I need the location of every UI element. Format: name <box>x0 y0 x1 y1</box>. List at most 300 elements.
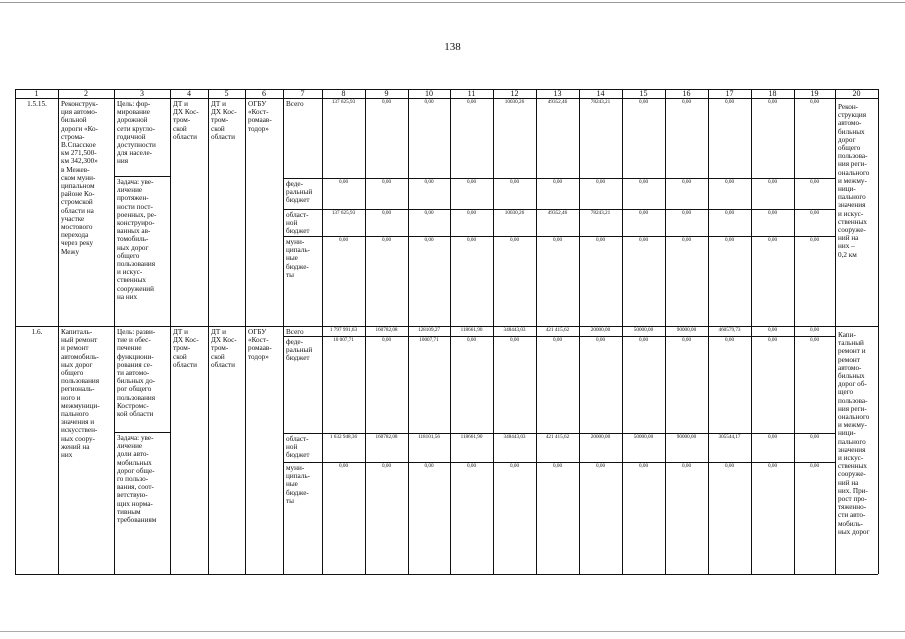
expected-result-line: сооруже- <box>838 226 866 235</box>
funding-value: 0,00 <box>424 179 434 185</box>
measure-name-line: ском муни- <box>61 173 96 182</box>
funding-value: 0,00 <box>724 179 735 185</box>
funding-value: 0,00 <box>767 179 778 185</box>
funding-value: 20000,00 <box>590 327 611 333</box>
executor-responsible <box>173 100 206 141</box>
funding-value: 421 415,62 <box>545 327 570 333</box>
measure-name-line: автомобиль- <box>61 352 99 361</box>
measure-name-line: км 342,300» <box>61 157 98 166</box>
column-number-4: 4 <box>187 89 191 98</box>
funding-value: 118661,90 <box>460 434 483 440</box>
funding-value: 421 415,62 <box>545 434 570 440</box>
expected-result-line: значения <box>838 445 866 454</box>
measure-goal-line: годичной <box>117 132 146 141</box>
expected-result-line: рост про- <box>838 495 867 504</box>
funding-value: 10030,26 <box>504 210 525 216</box>
expected-result-line: ния реги- <box>838 160 867 169</box>
measure-task-line: го пользо- <box>117 475 149 484</box>
expected-result-line: мобиль- <box>838 519 863 528</box>
measure-task-line: конструиро- <box>117 219 155 228</box>
executor-responsible-line: ской <box>173 352 187 361</box>
funding-source-label <box>286 435 320 460</box>
funding-value: 128109,27 <box>417 327 441 333</box>
measure-name-line: пального <box>61 410 89 419</box>
measure-name-line: Межу <box>61 247 80 256</box>
measure-name-line: ных дорог <box>61 360 93 369</box>
funding-source-label-line: ные <box>286 254 298 263</box>
measure-task-line: ванных ав- <box>117 227 151 236</box>
funding-value: 0,00 <box>638 99 649 105</box>
funding-value: 0,00 <box>638 210 649 216</box>
measure-name-line: в Межев- <box>61 165 90 174</box>
funding-value: 50000,00 <box>633 434 654 440</box>
funding-value: 0,00 <box>595 179 606 185</box>
funding-value: 49352,46 <box>547 210 568 216</box>
funding-source-label-line: муни- <box>286 464 305 472</box>
measure-name-line: через реку <box>61 239 94 248</box>
expected-result-line: тальный <box>838 339 864 348</box>
measure-goal-line: бильных до- <box>117 377 156 386</box>
column-number-13: 13 <box>553 89 562 98</box>
measure-task-line: пользования <box>117 260 156 269</box>
funding-source-label-line: бюджет <box>286 227 310 236</box>
expected-result-line: общего <box>838 144 861 153</box>
funding-value: 348443,03 <box>503 327 526 333</box>
column-number-20: 20 <box>852 89 861 98</box>
executor-responsible-line: области <box>173 132 198 141</box>
funding-source-label-line: ципаль- <box>286 246 311 255</box>
expected-result-line: Капи- <box>838 331 856 339</box>
column-number-11: 11 <box>467 89 476 98</box>
funding-source-label <box>286 464 320 505</box>
expected-result-line: дорог об- <box>838 380 867 389</box>
executor-participant-line: «Кост- <box>248 336 269 345</box>
funding-value: 0,00 <box>595 337 606 343</box>
expected-result-line: бильных <box>838 127 865 136</box>
column-border-19 <box>835 89 836 574</box>
column-number-18: 18 <box>768 89 777 98</box>
measure-task-line: ственных <box>117 276 146 285</box>
expected-result-line: ных дорог <box>838 527 870 536</box>
measure-goal <box>117 100 168 166</box>
executor-participant-line: ромаав- <box>248 116 272 125</box>
executor-coexecutor-line: ской <box>211 124 225 133</box>
funding-source-label-line: бюдже- <box>286 262 309 271</box>
column-border-6 <box>283 89 284 574</box>
executor-coexecutor-line: ДХ Кос- <box>211 336 237 345</box>
column-number-10: 10 <box>425 89 433 98</box>
funding-value: 348443,03 <box>503 434 526 440</box>
measure-task-line: щих норма- <box>117 499 153 508</box>
funding-source-label-line: област- <box>286 211 309 219</box>
executor-coexecutor-line: ской <box>211 352 225 361</box>
expected-result-line: значения <box>838 201 866 210</box>
expected-result-line: щего <box>838 388 854 397</box>
measure-name-line: км 271,500- <box>61 149 97 158</box>
column-number-17: 17 <box>725 89 734 98</box>
expected-result <box>838 331 876 536</box>
measure-name-line: области на <box>61 206 94 215</box>
column-number-19: 19 <box>810 89 819 98</box>
column-number-3: 3 <box>140 89 144 98</box>
funding-source-label-line: ральный <box>286 188 313 197</box>
measure-name-line: жений на <box>61 442 90 451</box>
funding-source-label-line: ципаль- <box>286 472 311 481</box>
funding-value: 0,00 <box>552 463 563 469</box>
funding-value: 0,00 <box>509 463 520 469</box>
funding-value: 0,00 <box>724 337 735 343</box>
expected-result-line: ремонт и <box>838 347 866 356</box>
column-border-2 <box>114 89 115 574</box>
funding-value: 305544,17 <box>718 434 741 440</box>
executor-responsible <box>173 328 206 369</box>
executor-coexecutor-line: области <box>211 132 236 141</box>
funding-value: 78243,21 <box>590 210 611 216</box>
measure-task-line: роенных, ре- <box>117 210 157 219</box>
column-border-20 <box>878 89 879 574</box>
funding-value: 0,00 <box>767 327 778 333</box>
funding-value: 0,00 <box>424 99 434 105</box>
row-number: 1.5.15. <box>27 100 47 108</box>
measure-goal-line: Цель: разви- <box>117 328 156 336</box>
measure-task <box>117 178 168 301</box>
funding-value: 137 625,93 <box>331 99 356 105</box>
measure-name-line: ного и <box>61 393 81 402</box>
funding-value: 0,00 <box>381 463 392 469</box>
expected-result-line: бильных <box>838 372 865 381</box>
funding-value: 0,00 <box>509 237 520 243</box>
executor-responsible-line: тром- <box>173 344 191 353</box>
funding-value: 50000,00 <box>633 327 654 333</box>
expected-result-line: онального <box>838 413 870 422</box>
measure-goal-line: мирование <box>117 108 150 117</box>
measure-name-line: ных соору- <box>61 434 95 443</box>
funding-value: 90000,00 <box>676 327 697 333</box>
expected-result-line: ственных <box>838 217 867 226</box>
measure-goal-line: для населе- <box>117 149 153 158</box>
measure-goal <box>117 328 168 418</box>
measure-name-line: мостового <box>61 223 93 232</box>
expected-result-line: них. При- <box>838 486 868 495</box>
executor-coexecutor-line: ДТ и <box>211 328 226 336</box>
measure-task-line: протяжен- <box>117 194 149 203</box>
funding-value: 0,00 <box>767 210 778 216</box>
column-number-12: 12 <box>510 89 519 98</box>
funding-value: 0,00 <box>767 337 778 343</box>
executor-responsible-line: ДТ и <box>173 100 188 108</box>
funding-value: 0,00 <box>809 210 820 216</box>
executor-participant <box>248 328 281 361</box>
executor-participant-line: ОГБУ <box>248 100 267 108</box>
executor-participant-line: тодор» <box>248 124 269 133</box>
funding-value: 0,00 <box>595 237 606 243</box>
measure-task-line: сооружений <box>117 284 154 293</box>
funding-value: 0,00 <box>552 337 563 343</box>
measure-name-line: пользования <box>61 377 100 386</box>
funding-value: 0,00 <box>809 99 820 105</box>
executor-participant-line: тодор» <box>248 352 269 361</box>
funding-value: 0,00 <box>381 337 392 343</box>
measure-task-line: требованиям <box>117 516 157 525</box>
funding-value: 49352,46 <box>547 99 568 105</box>
column-border-1 <box>58 89 59 574</box>
funding-value: 118101,56 <box>418 434 440 440</box>
measure-goal-line: ния <box>117 157 128 166</box>
funding-value: 0,00 <box>595 463 606 469</box>
column-number-5: 5 <box>224 89 229 98</box>
measure-task-line: Задача: уве- <box>117 434 154 442</box>
measure-goal-line: кой области <box>117 410 154 419</box>
measure-goal-line: ти автомо- <box>117 369 150 378</box>
funding-value: 0,00 <box>767 237 778 243</box>
measure-task-line: ных дорог <box>117 243 149 252</box>
executor-responsible-line: ДТ и <box>173 328 188 336</box>
measure-task-line: томобиль- <box>117 235 149 244</box>
expected-result-line: ния реги- <box>838 404 867 413</box>
funding-source-label-line: бюджет <box>286 354 310 363</box>
measure-goal-line: дорожной <box>117 116 148 125</box>
column-number-2: 2 <box>84 89 88 98</box>
funding-value: 0,00 <box>424 210 434 216</box>
funding-value: 0,00 <box>381 179 392 185</box>
measure-name-line: стромской <box>61 198 93 207</box>
funding-source-label-line: област- <box>286 435 309 443</box>
funding-value: 0,00 <box>338 237 349 243</box>
funding-source-label <box>286 211 320 236</box>
column-number-9: 9 <box>384 89 389 98</box>
funding-value: 0,00 <box>638 463 649 469</box>
funding-source-label-line: Всего <box>286 100 304 108</box>
funding-value: 0,00 <box>424 237 434 243</box>
expected-result-line: ници- <box>838 185 856 194</box>
funding-source-label-line: муни- <box>286 238 305 246</box>
measure-task-line: тивным <box>117 507 141 516</box>
measure-name <box>61 100 112 256</box>
funding-value: 0,00 <box>681 237 692 243</box>
funding-value: 0,00 <box>552 237 563 243</box>
measure-task-line: ности пост- <box>117 202 153 211</box>
measure-name-line: общего <box>61 369 84 378</box>
measure-name-line: искусствен- <box>61 426 98 435</box>
funding-value: 0,00 <box>809 463 820 469</box>
funding-source-label-line: ной <box>286 219 298 228</box>
funding-value: 0,00 <box>724 237 735 243</box>
funding-value: 0,00 <box>767 434 778 440</box>
measure-goal-line: рог общего <box>117 385 152 394</box>
executor-responsible-line: ской <box>173 124 187 133</box>
measure-task-line: общего <box>117 251 140 260</box>
measure-name-line: бильной <box>61 116 87 125</box>
measure-goal-line: рования се- <box>117 360 153 369</box>
measure-task-line: дорог обще- <box>117 466 155 475</box>
funding-value: 0,00 <box>681 463 692 469</box>
measure-goal-line: Костромс- <box>117 401 149 410</box>
funding-value: 0,00 <box>767 463 778 469</box>
measure-task-line: и искус- <box>117 268 143 277</box>
measure-goal-line: доступности <box>117 141 156 150</box>
funding-value: 0,00 <box>381 237 392 243</box>
measure-goal-line: тие и обес- <box>117 336 151 345</box>
expected-result-line: 0,2 км <box>838 250 857 259</box>
funding-value: 0,00 <box>466 337 477 343</box>
funding-source-label-line: ральный <box>286 346 313 355</box>
funding-value: 0,00 <box>809 237 820 243</box>
funding-value: 0,00 <box>809 179 820 185</box>
expected-result-line: пользова- <box>838 152 868 161</box>
column-border-4 <box>208 89 209 574</box>
funding-value: 0,00 <box>681 99 692 105</box>
executor-coexecutor-line: области <box>211 360 236 369</box>
measure-task-line: на них <box>117 292 138 301</box>
measure-task-line: вания, соот- <box>117 483 154 492</box>
column-border-3 <box>170 89 171 574</box>
expected-result-line: ний на <box>838 234 859 243</box>
expected-result-line: ници- <box>838 429 856 438</box>
funding-value: 0,00 <box>638 337 649 343</box>
funding-source-label <box>286 328 320 336</box>
funding-source-label-line: бюдже- <box>286 488 309 497</box>
measure-name-line: районе Ко- <box>61 190 95 199</box>
funding-value: 0,00 <box>466 210 477 216</box>
funding-value: 0,00 <box>466 99 477 105</box>
measure-name-line: перехода <box>61 231 89 240</box>
funding-value: 0,00 <box>381 210 392 216</box>
measure-name-line: ципальном <box>61 182 95 191</box>
funding-value: 0,00 <box>638 179 649 185</box>
funding-value: 0,00 <box>552 179 563 185</box>
column-number-8: 8 <box>341 89 346 98</box>
funding-value: 0,00 <box>338 463 349 469</box>
column-number-15: 15 <box>639 89 648 98</box>
measure-name-line: строма- <box>61 132 85 141</box>
expected-result-line: струкция <box>838 111 867 120</box>
executor-coexecutor-line: ДХ Кос- <box>211 108 237 117</box>
funding-value: 10 007,71 <box>333 337 354 343</box>
measure-name-line: и ремонт <box>61 344 89 353</box>
funding-source-label-line: феде- <box>286 180 303 188</box>
funding-source-label-line: Всего <box>286 328 304 336</box>
expected-result-line: пального <box>838 437 866 446</box>
measure-name-line: них <box>61 451 73 460</box>
funding-value: 0,00 <box>381 99 392 105</box>
funding-value: 0,00 <box>724 99 735 105</box>
measure-goal-line: пользования <box>117 393 156 402</box>
funding-value: 0,00 <box>466 237 477 243</box>
executor-participant-line: ромаав- <box>248 344 272 353</box>
funding-source-label <box>286 338 320 363</box>
funding-value: 0,00 <box>509 179 520 185</box>
measure-name-line: значения и <box>61 418 95 427</box>
funding-value: 118661,90 <box>460 327 483 333</box>
funding-source-label-line: феде- <box>286 338 303 346</box>
executor-participant-line: «Кост- <box>248 108 269 117</box>
funding-value: 78243,21 <box>590 99 611 105</box>
funding-value: 0,00 <box>767 99 778 105</box>
funding-source-label <box>286 100 320 108</box>
measure-name-line: ция автомо- <box>61 108 98 117</box>
measure-name-line: Капиталь- <box>61 328 93 336</box>
measure-task-line: личение <box>117 186 143 195</box>
measure-name-line: региональ- <box>61 385 95 394</box>
column-number-14: 14 <box>596 89 605 98</box>
row-number: 1.6. <box>31 328 43 336</box>
expected-result-line: и искус- <box>838 209 864 218</box>
funding-value: 460579,73 <box>718 327 741 333</box>
funding-value: 0,00 <box>809 327 820 333</box>
funding-source-label-line: ные <box>286 480 298 489</box>
measure-name-line: Реконструк- <box>61 100 99 108</box>
funding-value: 0,00 <box>509 337 520 343</box>
measure-name-line: участке <box>61 214 85 223</box>
executor-responsible-line: ДХ Кос- <box>173 336 199 345</box>
funding-value: 0,00 <box>424 463 434 469</box>
column-border-5 <box>245 89 246 574</box>
funding-value: 0,00 <box>724 463 735 469</box>
column-number-6: 6 <box>262 89 266 98</box>
funding-value: 160782,08 <box>375 434 398 440</box>
funding-source-label-line: бюджет <box>286 451 310 460</box>
column-number-7: 7 <box>300 89 305 98</box>
expected-result-line: и искус- <box>838 454 864 463</box>
funding-value: 0,00 <box>681 337 692 343</box>
measure-name-line: ный ремонт <box>61 336 98 345</box>
expected-result-line: ственных <box>838 462 867 471</box>
expected-result-line: дорог <box>838 135 856 144</box>
measure-name-line: межмуници- <box>61 401 100 410</box>
executor-coexecutor-line: тром- <box>211 116 229 125</box>
page-number: 138 <box>444 41 461 53</box>
funding-value: 10007,71 <box>419 337 439 343</box>
expected-result-line: и межму- <box>838 176 867 185</box>
measure-goal-line: сети кругло- <box>117 124 155 133</box>
measure-goal-line: печение <box>117 344 142 353</box>
expected-result <box>838 103 876 259</box>
funding-value: 160782,08 <box>375 327 398 333</box>
funding-source-label-line: ты <box>286 270 294 279</box>
measure-goal-line: функциони- <box>117 352 154 361</box>
expected-result-line: пального <box>838 193 866 202</box>
expected-result-line: Рекон- <box>838 103 859 111</box>
funding-source-label-line: ты <box>286 496 294 505</box>
executor-responsible-line: ДХ Кос- <box>173 108 199 117</box>
funding-value: 0,00 <box>681 210 692 216</box>
goal-task-separator <box>114 432 170 433</box>
funding-source-label <box>286 238 320 279</box>
funding-value: 0,00 <box>681 179 692 185</box>
executor-responsible-line: области <box>173 360 198 369</box>
measure-name-line: дороги «Ко- <box>61 124 99 133</box>
funding-source-label <box>286 180 320 205</box>
funding-value: 137 625,93 <box>331 210 356 216</box>
funding-value: 0,00 <box>809 337 820 343</box>
executor-coexecutor-line: ДТ и <box>211 100 226 108</box>
expected-result-line: автомо- <box>838 363 862 372</box>
table-bottom-border <box>15 574 878 575</box>
funding-value: 1 797 991,63 <box>329 327 358 333</box>
executor-coexecutor <box>211 100 243 141</box>
goal-task-separator <box>114 176 170 177</box>
funding-source-label-line: ной <box>286 443 298 452</box>
measure-name-line: В.Спасское <box>61 141 96 150</box>
funding-value: 90000,00 <box>676 434 697 440</box>
funding-value: 0,00 <box>724 210 735 216</box>
executor-responsible-line: тром- <box>173 116 191 125</box>
funding-value: 0,00 <box>466 179 477 185</box>
expected-result-line: и межму- <box>838 421 867 430</box>
measure-name <box>61 328 112 459</box>
funding-value: 0,00 <box>338 179 349 185</box>
expected-result-line: них – <box>838 242 855 251</box>
